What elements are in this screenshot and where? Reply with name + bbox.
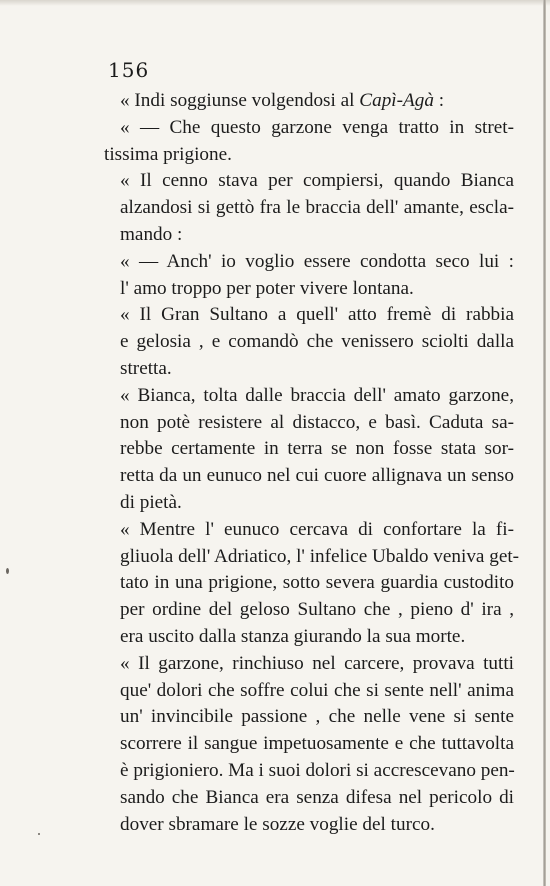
text-line: e gelosia , e comandò che venissero sciolti dalla — [120, 331, 514, 353]
text-line: l' amo troppo per poter vivere lontana. — [120, 277, 414, 299]
text-line: retta da un eunuco nel cui cuore allignava un senso — [120, 465, 514, 487]
text-segment: : — [433, 90, 445, 111]
text-line: era uscito dalla stanza giurando la sua morte. — [120, 625, 466, 647]
page-edge — [543, 0, 546, 886]
text-line: tissima prigione. — [104, 143, 232, 165]
text-line: « Il garzone, rinchiuso nel carcere, provava tutti — [120, 652, 514, 674]
text-line: di pietà. — [120, 491, 182, 513]
text-line: gliuola dell' Adriatico, l' infelice Ubaldo veniva get- — [120, 545, 520, 567]
text-line: alzandosi si gettò fra le braccia dell' amante, escla- — [120, 197, 514, 219]
text-line: è prigioniero. Ma i suoi dolori si accrescevano pen- — [120, 759, 515, 781]
text-line: dover sbramare le sozze voglie del turco. — [120, 813, 435, 835]
paragraph — [104, 168, 514, 248]
paragraph — [104, 517, 520, 651]
text-line: per ordine del geloso Sultano che , pieno d' ira , — [120, 599, 514, 621]
text-line: rebbe certamente in terra se non fosse stata sor- — [120, 438, 514, 460]
text-segment: « Indi soggiunse volgendosi al — [120, 90, 360, 111]
italic-term: Capì-Agà — [359, 90, 434, 111]
text-line: mando : — [120, 223, 183, 245]
paragraph — [104, 383, 514, 517]
text-line: un' invincibile passione , che nelle vene si sente — [120, 706, 514, 728]
text-line: « Bianca, tolta dalle braccia dell' amato garzone, — [120, 384, 514, 406]
paragraph — [104, 651, 514, 839]
paper-speck — [38, 833, 40, 835]
text-line: tato in una prigione, sotto severa guardia custodito — [120, 572, 514, 594]
text-line: non potè resistere al distacco, e basì. Caduta sa- — [120, 411, 514, 433]
text-line: « Il Gran Sultano a quell' atto fremè di rabbia — [120, 304, 514, 326]
text-line: que' dolori che soffre colui che si sente nell' anima — [120, 679, 514, 701]
text-line: stretta. — [120, 357, 172, 379]
text-line: scorrere il sangue impetuosamente e che tuttavolta — [120, 733, 514, 755]
text-line: sando che Bianca era senza difesa nel pericolo di — [120, 786, 514, 808]
paragraph — [104, 88, 514, 115]
text-line: « — Anch' io voglio essere condotta seco lui : — [120, 250, 514, 272]
paper-speck — [6, 568, 9, 574]
paragraph — [104, 249, 514, 303]
text-line: « — Che questo garzone venga tratto in stret- — [120, 116, 514, 138]
paragraph — [104, 115, 514, 169]
text-line: « Mentre l' eunuco cercava di confortare la fi- — [120, 518, 514, 540]
body-text — [104, 88, 520, 838]
text-line: « Il cenno stava per compiersi, quando Bianca — [120, 170, 514, 192]
top-edge-shadow — [0, 0, 550, 6]
text-line — [104, 88, 514, 115]
paragraph — [104, 302, 514, 382]
page-number: 156 — [108, 58, 150, 82]
